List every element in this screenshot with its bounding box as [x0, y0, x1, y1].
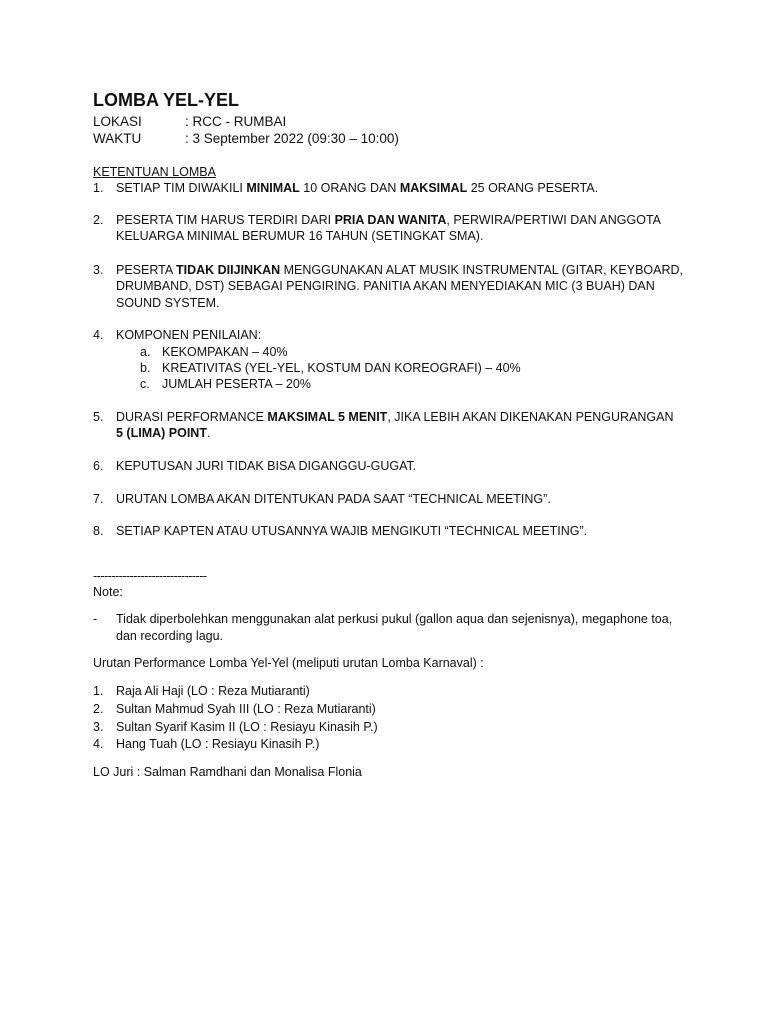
rule-text-run: PESERTA: [116, 263, 176, 277]
rule-text-bold: 5 (LIMA) POINT: [116, 426, 207, 441]
rule-text: [116, 523, 683, 539]
order-text: Sultan Syarif Kasim II (LO : Resiayu Kinasih P.): [116, 720, 378, 734]
assessment-letter: c.: [140, 377, 150, 391]
rule-number: 8.: [93, 524, 104, 538]
order-number: 3.: [93, 720, 104, 734]
rule-number: 3.: [93, 263, 104, 277]
rule-item: [93, 327, 683, 343]
rule-number: 4.: [93, 328, 104, 342]
rule-number: 6.: [93, 459, 104, 473]
assessment-letter: a.: [140, 345, 151, 359]
rule-text-bold: PRIA DAN WANITA: [334, 213, 447, 227]
lokasi-label: LOKASI: [93, 114, 142, 129]
rule-item: [93, 409, 683, 442]
assessment-item: [140, 344, 288, 360]
rule-text-run: DURASI PERFORMANCE: [116, 410, 268, 424]
rule-text-run: KEPUTUSAN JURI TIDAK BISA DIGANGGU-GUGAT.: [116, 459, 417, 473]
rule-text-run: , JIKA LEBIH AKAN DIKENAKAN PENGURANGAN: [387, 410, 674, 424]
rule-text-run: .: [206, 426, 211, 441]
rule-number: 5.: [93, 410, 104, 424]
rule-text: [116, 458, 683, 474]
note-dash: -: [93, 612, 98, 626]
rule-number: 7.: [93, 492, 104, 506]
order-text: Hang Tuah (LO : Resiayu Kinasih P.): [116, 737, 320, 751]
rule-text-bold: MINIMAL: [246, 181, 300, 195]
rule-text-run: MENGGUNAKAN ALAT MUSIK INSTRUMENTAL (GITAR, KEYBOARD, DRUMBAND, DST) SEBAGAI PENGIRING. PANITIA AKAN MENYEDIAKAN MIC (3 BUAH) DAN SOUND SYSTEM.: [116, 263, 683, 310]
rule-text: [116, 327, 683, 343]
lokasi-row: [93, 113, 286, 130]
assessment-item: [140, 376, 311, 392]
rule-number: 2.: [93, 213, 104, 227]
rule-item: [93, 458, 683, 474]
assessment-letter: b.: [140, 361, 151, 375]
rule-text: [116, 491, 683, 507]
order-number: 1.: [93, 684, 104, 698]
lo-juri: LO Juri : Salman Ramdhani dan Monalisa Flonia: [93, 765, 362, 779]
note-item: [93, 611, 683, 645]
waktu-label: WAKTU: [93, 131, 142, 146]
rule-number: 1.: [93, 181, 104, 195]
rule-text-run: , PERWIRA/PERTIWI DAN ANGGOTA KELUARGA MINIMAL BERUMUR 16 TAHUN (SETINGKAT SMA).: [116, 213, 661, 244]
lokasi-value: : RCC - RUMBAI: [185, 114, 287, 129]
rule-text-bold: MAKSIMAL: [399, 181, 468, 195]
rules-heading: KETENTUAN LOMBA: [93, 165, 216, 179]
order-item: [93, 719, 378, 736]
rule-text-run: PESERTA TIM HARUS TERDIRI DARI: [116, 213, 335, 227]
rule-item: [93, 262, 683, 311]
order-intro: Urutan Performance Lomba Yel-Yel (meliputi urutan Lomba Karnaval) :: [93, 656, 484, 670]
rule-text-bold: MAKSIMAL 5 MENIT: [267, 410, 388, 424]
order-number: 4.: [93, 737, 104, 751]
rule-text: [116, 409, 683, 442]
assessment-text: KEKOMPAKAN – 40%: [162, 345, 288, 359]
waktu-value: : 3 September 2022 (09:30 – 10:00): [185, 131, 399, 146]
order-text: Sultan Mahmud Syah III (LO : Reza Mutiaranti): [116, 702, 376, 716]
assessment-text: KREATIVITAS (YEL-YEL, KOSTUM DAN KOREOGRAFI) – 40%: [162, 361, 521, 375]
rule-text: [116, 180, 683, 196]
document-title: LOMBA YEL-YEL: [93, 90, 240, 110]
note-text: Tidak diperbolehkan menggunakan alat perkusi pukul (gallon aqua dan sejenisnya), megaphone toa, dan recording lagu.: [116, 612, 673, 643]
rule-text-run: KOMPONEN PENILAIAN:: [116, 328, 262, 342]
rule-item: [93, 180, 683, 196]
rule-text-bold: TIDAK DIIJINKAN: [175, 263, 281, 277]
assessment-text: JUMLAH PESERTA – 20%: [162, 377, 311, 391]
divider-line: -------------------------------: [93, 569, 207, 583]
rule-text: [116, 262, 683, 311]
rule-item: [93, 491, 683, 507]
rule-text-run: SETIAP KAPTEN ATAU UTUSANNYA WAJIB MENGIKUTI “TECHNICAL MEETING”.: [116, 524, 588, 538]
rule-text-run: 25 ORANG PESERTA.: [467, 181, 599, 195]
note-label: Note:: [93, 585, 123, 599]
order-text: Raja Ali Haji (LO : Reza Mutiaranti): [116, 684, 310, 698]
order-item: [93, 683, 310, 700]
order-item: [93, 701, 376, 718]
order-item: [93, 736, 319, 753]
rule-text-run: SETIAP TIM DIWAKILI: [116, 181, 247, 195]
rule-text: [116, 212, 683, 245]
assessment-item: [140, 360, 521, 376]
rule-text-run: 10 ORANG DAN: [299, 181, 400, 195]
rule-text-run: URUTAN LOMBA AKAN DITENTUKAN PADA SAAT “TECHNICAL MEETING”.: [116, 492, 551, 506]
rule-item: [93, 212, 683, 245]
order-number: 2.: [93, 702, 104, 716]
rule-item: [93, 523, 683, 539]
waktu-row: [93, 130, 399, 147]
